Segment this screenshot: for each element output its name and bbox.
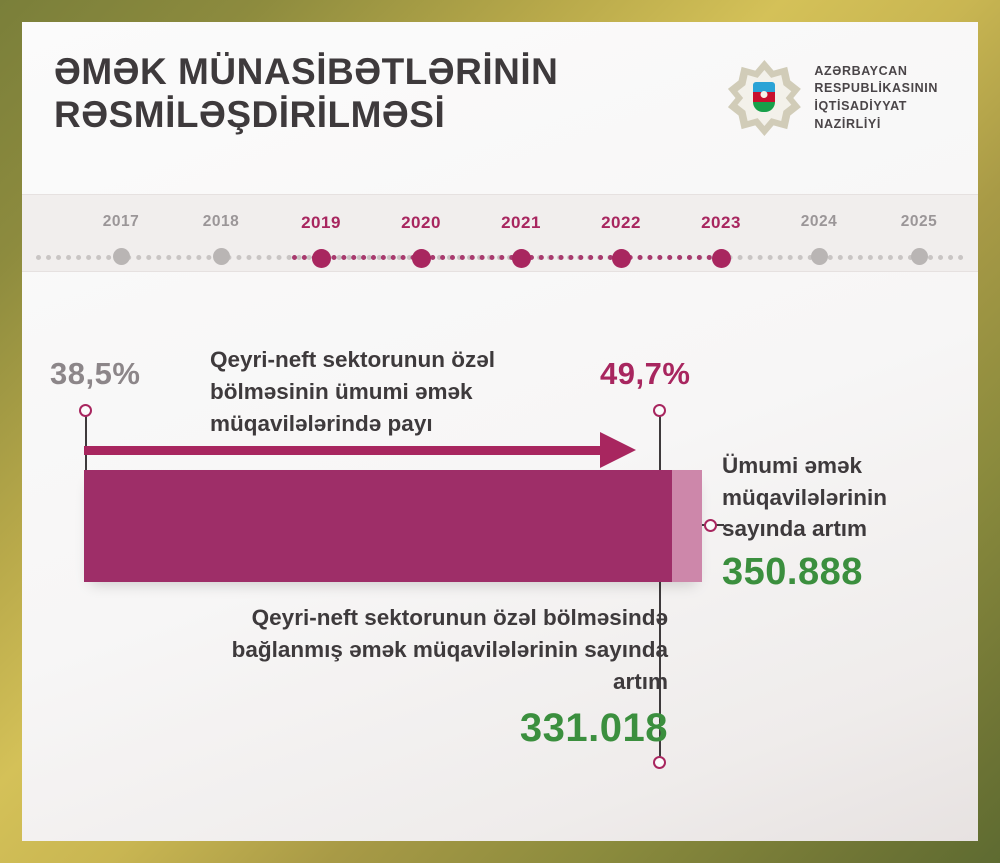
- start-marker-stem: [85, 412, 87, 474]
- start-share-value: 38,5%: [50, 356, 141, 391]
- timeline-item-2021: [475, 213, 567, 268]
- azerbaijan-emblem-icon: [726, 60, 802, 136]
- growth-arrow-line: [84, 446, 604, 455]
- org-name-line-3: İQTİSADİYYAT: [814, 99, 908, 113]
- timeline-year-label: 2023: [701, 213, 741, 232]
- timeline-item-2020: [375, 213, 467, 268]
- timeline-dot: [712, 249, 731, 268]
- chart-area: [22, 272, 978, 841]
- end-share-value: 49,7%: [600, 356, 691, 391]
- timeline-dot: [512, 249, 531, 268]
- right-callout-number: 350.888: [722, 550, 863, 593]
- emblem-shield-icon: [753, 82, 775, 112]
- timeline-dot: [213, 248, 230, 265]
- org-name-line-1: AZƏRBAYCAN: [814, 63, 908, 78]
- timeline-item-2024: [773, 213, 865, 265]
- right-callout-caption: Ümumi əmək müqavilələrinin sayında artım: [722, 453, 888, 541]
- timeline-item-2022: [575, 213, 667, 268]
- timeline-dot: [312, 249, 331, 268]
- growth-arrow-head-icon: [600, 432, 636, 468]
- timeline-dot: [911, 248, 928, 265]
- bottom-marker-ring: [653, 756, 666, 769]
- timeline-item-2025: [873, 213, 965, 265]
- nonoil-private-contracts-bar: [84, 470, 672, 582]
- right-callout-ring: [704, 519, 717, 532]
- timeline-item-2017: [75, 213, 167, 265]
- bottom-callout-number: 331.018: [519, 705, 668, 750]
- poster-canvas: [22, 22, 978, 841]
- org-name-line-2: RESPUBLİKASININ: [814, 81, 938, 96]
- timeline-axis: [22, 194, 978, 272]
- right-callout: [722, 450, 962, 594]
- timeline-dot: [113, 248, 130, 265]
- end-marker-ring: [653, 404, 666, 417]
- bottom-callout: [220, 602, 668, 751]
- timeline-dot: [612, 249, 631, 268]
- page-title-line-1: ƏMƏK MÜNASİBƏTLƏRİNİN: [54, 51, 559, 92]
- timeline-year-label: 2022: [601, 213, 641, 232]
- page-title-line-2: RƏSMİLƏŞDİRİLMƏSİ: [54, 94, 446, 136]
- org-name-line-4: NAZİRLİYİ: [814, 116, 881, 131]
- timeline-year-label: 2025: [900, 213, 938, 230]
- organization-name: [814, 63, 938, 134]
- start-marker-ring: [79, 404, 92, 417]
- timeline-year-label: 2020: [401, 213, 441, 232]
- timeline-dot: [811, 248, 828, 265]
- timeline-year-label: 2018: [202, 213, 240, 230]
- timeline-year-label: 2019: [301, 213, 341, 232]
- timeline-dot: [412, 249, 431, 268]
- timeline-year-label: 2017: [102, 213, 140, 230]
- page-title: [54, 50, 674, 137]
- ministry-logo-block: [726, 60, 938, 136]
- bottom-callout-caption: Qeyri-neft sektorunun özəl bölməsində bağlanmış əmək müqavilələrinin sayında artım: [231, 605, 668, 694]
- arrow-caption: Qeyri-neft sektorunun özəl bölməsinin ümumi əmək müqavilələrində payı: [210, 347, 496, 436]
- timeline-item-2018: [175, 213, 267, 265]
- timeline-item-2023: [675, 213, 767, 268]
- timeline-year-label: 2024: [800, 213, 838, 230]
- timeline-item-2019: [275, 213, 367, 268]
- timeline-year-label: 2021: [501, 213, 541, 232]
